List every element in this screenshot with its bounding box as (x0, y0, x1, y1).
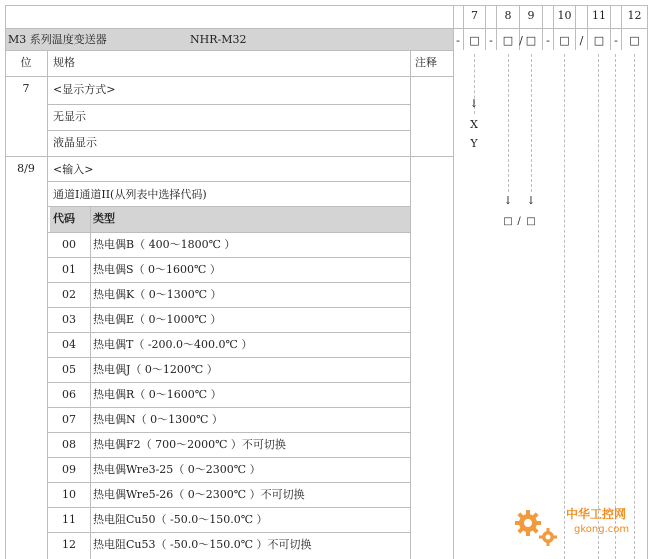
table-row-code: 06 (62, 388, 76, 401)
table-row-type: 热电偶Wre3-25（ 0～2300℃ ） (93, 463, 261, 476)
col-heading-spec: 规格 (53, 56, 75, 69)
section89-position: 8/9 (17, 162, 35, 175)
table-row-divider (48, 432, 410, 433)
table-row-type: 热电偶S（ 0～1600℃ ） (93, 263, 221, 276)
arrow-down-icon: ↓ (526, 194, 536, 207)
guide-line-pos12a (615, 54, 616, 559)
table-heading-code: 代码 (53, 212, 75, 225)
section7-position: 7 (22, 82, 30, 95)
code-cell-box: □ (593, 34, 605, 47)
section7-code-x: X (470, 118, 478, 131)
guide-line-pos8 (508, 54, 509, 192)
table-row-divider (48, 232, 410, 233)
table-row-type: 热电阻Cu50（ -50.0～150.0℃ ） (93, 513, 268, 526)
table-row-divider (48, 282, 410, 283)
section7-option-lcd: 液晶显示 (53, 136, 97, 149)
code-cell-sep: - (456, 34, 460, 47)
position-label-8: 8 (504, 9, 512, 22)
table-row-divider (48, 307, 410, 308)
arrow-down-icon: ↓ (503, 194, 513, 207)
section89-title: <输入> (53, 163, 94, 176)
table-row-code: 04 (62, 338, 76, 351)
code-cell-box: □ (525, 34, 537, 47)
position-label-11: 11 (592, 9, 606, 22)
table-row-divider (48, 532, 410, 533)
table-row-code: 05 (62, 363, 76, 376)
code-cell-sep: - (489, 34, 493, 47)
table-row-code: 00 (62, 238, 76, 251)
position-label-9: 9 (527, 9, 535, 22)
table-row-code: 11 (62, 513, 76, 526)
slash-separator: / (517, 216, 521, 227)
code-cell-box: □ (469, 34, 480, 47)
table-row-type: 热电偶E（ 0～1000℃ ） (93, 313, 222, 326)
table-row-type: 热电阻Cu53（ -50.0～150.0℃ ）不可切换 (93, 538, 312, 551)
guide-line-pos10 (564, 54, 565, 559)
guide-line-pos12b (634, 54, 635, 559)
section7-option-none: 无显示 (53, 110, 86, 123)
section7-title: <显示方式> (53, 83, 116, 96)
guide-line-pos11 (598, 54, 599, 559)
table-row-divider (48, 457, 410, 458)
table-row-type: 热电偶R（ 0～1600℃ ） (93, 388, 222, 401)
table-row-code: 07 (62, 413, 76, 426)
code-cell-sep: - (546, 34, 550, 47)
code-cell-box: □ (559, 34, 570, 47)
table-row-type: 热电偶K（ 0～1300℃ ） (93, 288, 222, 301)
rule-s7-opt1 (48, 130, 410, 131)
code-cell-box: □ (629, 34, 640, 47)
table-row-type: 热电偶N（ 0～1300℃ ） (93, 413, 223, 426)
table-row-divider (48, 507, 410, 508)
rule-s89-title (48, 181, 410, 182)
guide-line-pos9 (531, 54, 532, 192)
section89-subtitle: 通道I通道II(从列表中选择代码) (53, 188, 207, 201)
code-box-icon: □ (503, 216, 513, 227)
watermark (512, 505, 646, 551)
watermark-brand: 中华工控网 (566, 507, 627, 521)
code-cell-slash: / (579, 34, 584, 47)
table-row-type: 热电偶B（ 400～1800℃ ） (93, 238, 236, 251)
position-label-7: 7 (471, 9, 478, 22)
code-box-icon: □ (526, 216, 536, 227)
rule-top (5, 5, 648, 6)
table-row-divider (48, 332, 410, 333)
table-row-code: 02 (62, 288, 76, 301)
divider-note (410, 50, 411, 559)
rule-model (5, 50, 453, 51)
divider-code (453, 5, 454, 559)
code-cell-sep: - (614, 34, 618, 47)
table-row-code: 03 (62, 313, 76, 326)
col-heading-position: 位 (20, 56, 32, 69)
table-row-divider (48, 407, 410, 408)
code-cell-box: □ (502, 34, 514, 47)
table-heading-type: 类型 (93, 212, 115, 225)
table-row-type: 热电偶F2（ 700～2000℃ ）不可切换 (93, 438, 286, 451)
table-row-code: 09 (62, 463, 76, 476)
rule-colheads (5, 76, 453, 77)
position-label-10: 10 (557, 9, 572, 22)
rule-header (5, 28, 648, 29)
model-code: NHR-M32 (190, 33, 247, 46)
table-row-code: 08 (62, 438, 76, 451)
section7-code-y: Y (470, 137, 478, 150)
table-row-type: 热电偶T（ -200.0～400.0℃ ） (93, 338, 253, 351)
rule-s7-title (48, 104, 410, 105)
code-cell-slash: / (519, 34, 523, 47)
table-row-code: 10 (62, 488, 76, 501)
table-row-divider (48, 257, 410, 258)
rule-s89-sub (48, 206, 410, 207)
table-row-code: 12 (62, 538, 76, 551)
watermark-domain: gkong.com (574, 524, 630, 535)
table-row-divider (48, 482, 410, 483)
arrow-down-icon: ↓ (469, 97, 479, 110)
position-label-12: 12 (627, 9, 642, 22)
table-row-divider (48, 357, 410, 358)
rule-s7-end (5, 156, 453, 157)
table-row-type: 热电偶J（ 0～1200℃ ） (93, 363, 218, 376)
model-title: M3 系列温度变送器 (8, 33, 107, 46)
table-row-code: 01 (62, 263, 76, 276)
table-row-divider (48, 382, 410, 383)
col-heading-note: 注释 (415, 56, 437, 69)
table-row-type: 热电偶Wre5-26（ 0～2300℃ ）不可切换 (93, 488, 305, 501)
